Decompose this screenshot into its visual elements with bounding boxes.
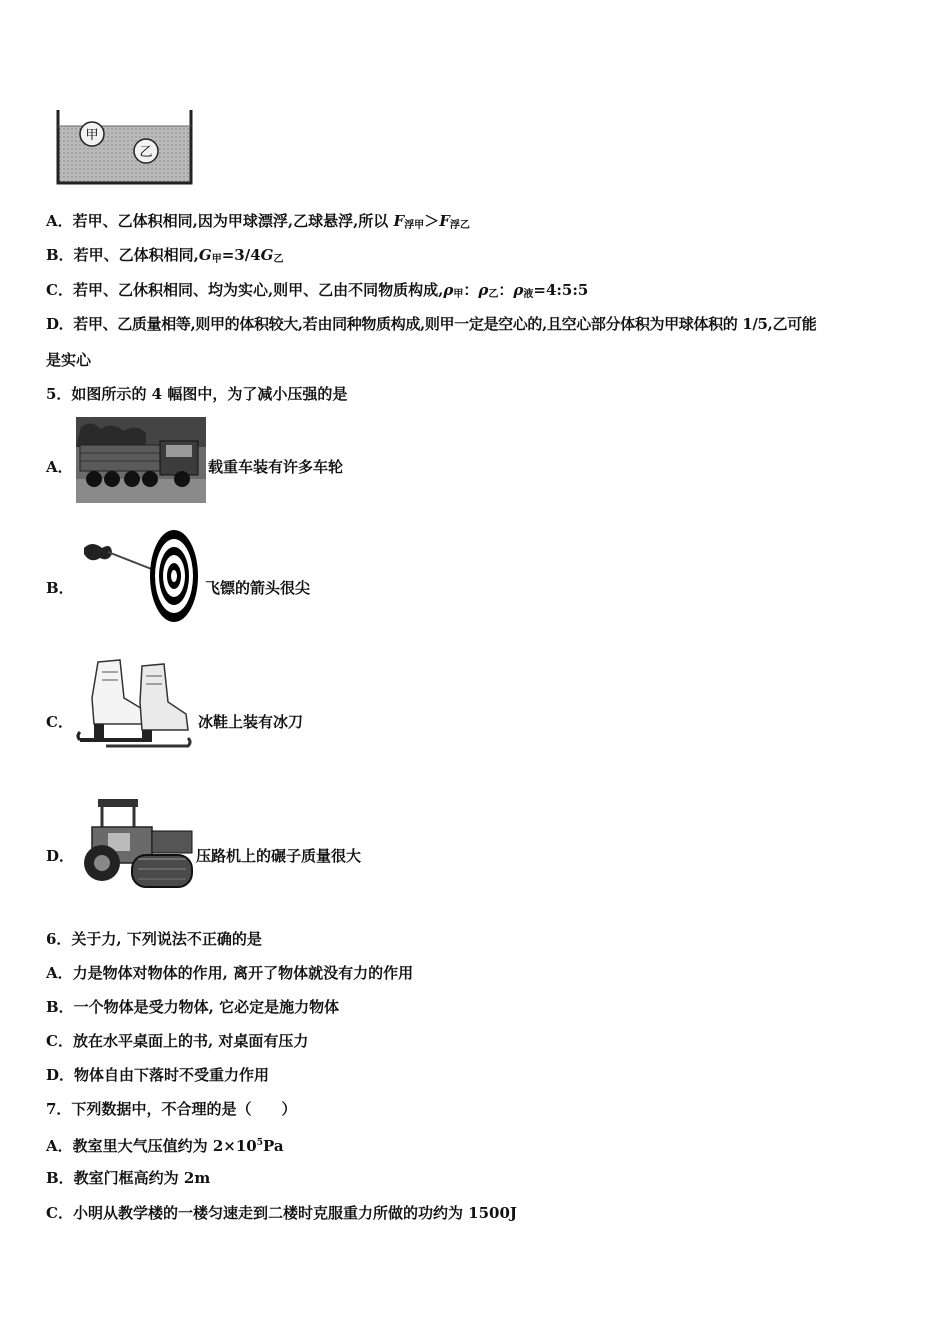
q5-option-c-text: 冰鞋上装有冰刀 (198, 713, 304, 731)
q5-option-a-text: 载重车装有许多车轮 (208, 458, 344, 476)
q6-option-b: B．一个物体是受力物体, 它必定是施力物体 (46, 998, 340, 1016)
ball-yi-label: 乙 (139, 145, 153, 160)
road-roller-image (82, 797, 196, 891)
dart-target-image (78, 528, 203, 624)
q7-option-c: C．小明从教学楼的一楼匀速走到二楼时克服重力所做的功约为 1500J (46, 1204, 518, 1222)
ball-jia-label: 甲 (85, 128, 99, 143)
target-icon (150, 530, 198, 622)
container-figure (55, 108, 195, 186)
q6-option-a: A．力是物体对物体的作用, 离开了物体就没有力的作用 (46, 964, 414, 982)
truck-image (76, 417, 206, 503)
q5-option-d-text: 压路机上的碾子质量很大 (196, 847, 362, 865)
q5-option-b-text: 飞镖的箭头很尖 (205, 579, 311, 597)
q5-option-d-letter: D． (46, 847, 75, 865)
q4-option-a: A．若甲、乙体积相同,因为甲球漂浮,乙球悬浮,所以 $F_{浮甲}>F_{浮乙}$ (46, 212, 470, 231)
q6-stem: 6．关于力, 下列说法不正确的是 (46, 930, 262, 948)
q6-option-d: D．物体自由下落时不受重力作用 (46, 1066, 270, 1084)
q5-stem: 5．如图所示的 4 幅图中，为了减小压强的是 (46, 385, 348, 403)
q4-option-d-line1: D．若甲、乙质量相等,则甲的体积较大,若由同种物质构成,则甲一定是空心的,且空心部分体积为甲球体积的 1/5,乙可能 (46, 315, 817, 333)
q5-option-a-letter: A． (46, 458, 73, 476)
dart-icon (84, 544, 154, 570)
q4-option-c: C．若甲、乙休积相同、均为实心,则甲、乙由不同物质构成$,\rho_甲$：$\rho_乙$：$\rho_液=4:5:5$ (46, 281, 589, 300)
q7-stem: 7．下列数据中，不合理的是（ ） (46, 1100, 297, 1118)
q4-option-b: B．若甲、乙体积相同$,G_甲=3/4G_乙$ (46, 246, 284, 265)
q7-option-b: B．教室门框高约为 2m (46, 1169, 211, 1187)
q6-option-c: C．放在水平桌面上的书, 对桌面有压力 (46, 1032, 309, 1050)
ice-skates-image (76, 658, 194, 758)
q5-option-b-letter: B． (46, 579, 74, 597)
q5-option-c-letter: C． (46, 713, 73, 731)
q7-option-a: A．教室里大气压值约为 $2\times 10^5Pa$ (46, 1137, 284, 1155)
q4-option-d-line2: 是实心 (46, 351, 92, 369)
